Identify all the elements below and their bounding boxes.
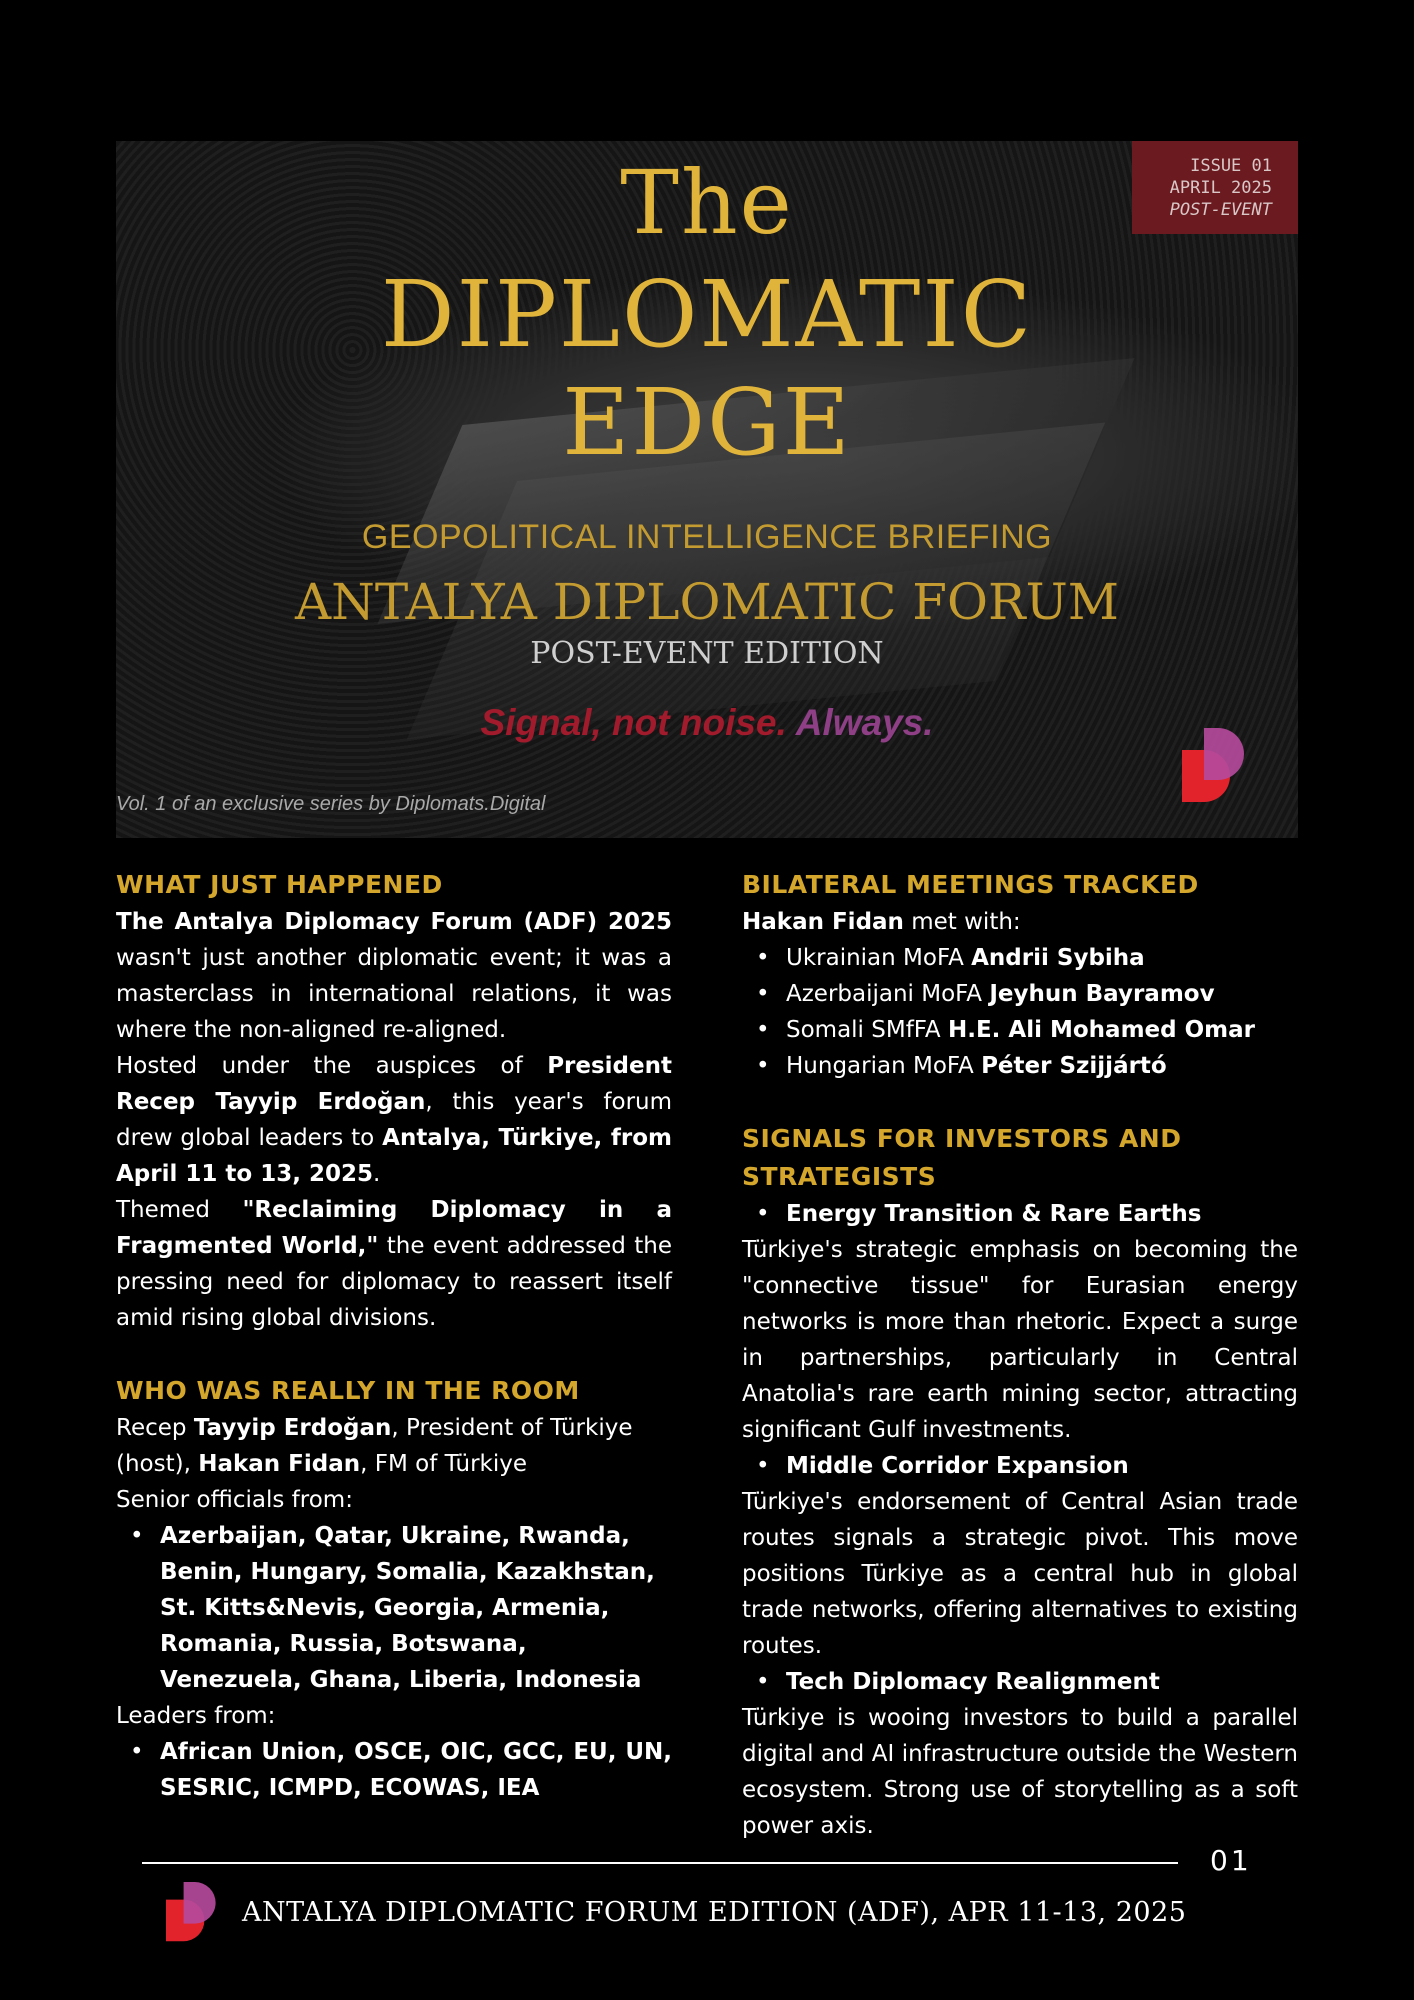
senior-officials-label: Senior officials from:: [116, 1487, 353, 1513]
forum-title: ANTALYA DIPLOMATIC FORUM: [295, 573, 1119, 631]
issue-date: APRIL 2025: [1169, 178, 1272, 198]
bilateral-fidan: Hakan Fidan: [742, 909, 904, 935]
masthead-edge: EDGE: [562, 369, 852, 476]
heading-bilateral-meetings: BILATERAL MEETINGS TRACKED: [742, 870, 1199, 899]
meeting-name: H.E. Ali Mohamed Omar: [947, 1017, 1255, 1043]
leaders-orgs: African Union, OSCE, OIC, GCC, EU, UN, SESRIC, ICMPD, ECOWAS, IEA: [160, 1739, 672, 1801]
list-item: [786, 1196, 1298, 1232]
meeting-name: Andrii Sybiha: [971, 945, 1145, 971]
signal-title: Energy Transition & Rare Earths: [786, 1201, 1202, 1227]
meeting-name: Péter Szijjártó: [981, 1053, 1167, 1079]
list-item: [160, 1734, 672, 1806]
list-item: [786, 940, 1298, 976]
signal-body: Türkiye's endorsement of Central Asian trade routes signals a strategic pivot. This move positions Türkiye as a central hub in global trade networks, offering alternatives to existing routes.: [742, 1489, 1298, 1659]
meeting-role: Hungarian MoFA: [786, 1053, 982, 1079]
issue-type: POST-EVENT: [1169, 200, 1272, 220]
issue-number: ISSUE 01: [1190, 156, 1272, 176]
signal-title: Middle Corridor Expansion: [786, 1453, 1129, 1479]
diplomats-digital-logo-icon: [1182, 728, 1252, 808]
edition-label: POST-EVENT EDITION: [530, 636, 884, 671]
heading-who-was-in-room: WHO WAS REALLY IN THE ROOM: [116, 1376, 580, 1405]
right-column: [742, 866, 1298, 1844]
bilateral-list: [742, 940, 1298, 1084]
list-item: [786, 1012, 1298, 1048]
who-fidan: Hakan Fidan: [198, 1451, 361, 1477]
p3-a: Themed: [116, 1197, 243, 1223]
p3-c: the event addressed the pressing need for diplomacy to reassert itself amid rising global divisions.: [116, 1233, 672, 1331]
meeting-role: Azerbaijani MoFA: [786, 981, 990, 1007]
p1-text: wasn't just another diplomatic event; it was a masterclass in international relations, it was where the non-aligned re-aligned.: [116, 945, 672, 1043]
who-c: , President of Türkiye (host),: [116, 1415, 633, 1477]
p2-a: Hosted under the auspices of: [116, 1053, 548, 1079]
list-item: [786, 1448, 1298, 1484]
what-happened-p2: [116, 1048, 672, 1192]
adf-2025: The Antalya Diplomacy Forum (ADF) 2025: [116, 909, 672, 935]
leaders-label: Leaders from:: [116, 1703, 276, 1729]
p2-president: President Recep Tayyip Erdoğan: [116, 1053, 672, 1115]
tagline-part-1: Signal, not noise.: [480, 702, 787, 743]
hero-banner: [116, 141, 1298, 838]
signals-list-1: [742, 1196, 1298, 1232]
meeting-role: Somali SMfFA: [786, 1017, 948, 1043]
left-column: [116, 866, 672, 1806]
masthead-the: The: [620, 151, 794, 254]
who-a: Recep: [116, 1415, 194, 1441]
heading-signals: SIGNALS FOR INVESTORS AND STRATEGISTS: [742, 1124, 1182, 1191]
list-item: [160, 1518, 672, 1698]
list-item: [786, 1664, 1298, 1700]
who-host-line: [116, 1410, 672, 1482]
footer-edition-text: ANTALYA DIPLOMATIC FORUM EDITION (ADF), APR 11-13, 2025: [242, 1897, 1187, 1928]
tagline-part-2: Always.: [795, 702, 934, 743]
p2-e: .: [372, 1161, 381, 1187]
signal-body: Türkiye's strategic emphasis on becoming the "connective tissue" for Eurasian energy networks is more than rhetoric. Expect a surge in partnerships, particularly in Central Anatolia's rare earth mining sector, attracting significant Gulf investments.: [742, 1237, 1298, 1443]
series-note: Vol. 1 of an exclusive series by Diplomats.Digital: [116, 793, 546, 815]
p3-theme: "Reclaiming Diplomacy in a Fragmented World,": [116, 1197, 672, 1259]
masthead-diplomatic: DIPLOMATIC: [380, 261, 1034, 368]
who-erdogan: Tayyip Erdoğan: [193, 1415, 392, 1441]
meeting-name: Jeyhun Bayramov: [989, 981, 1215, 1007]
tagline: [116, 702, 1298, 744]
p2-c: , this year's forum drew global leaders to: [116, 1089, 673, 1151]
signal-body: Türkiye is wooing investors to build a parallel digital and AI infrastructure outside the Western ecosystem. Strong use of storytelling as a soft power axis.: [742, 1705, 1298, 1839]
what-happened-p3: [116, 1192, 672, 1336]
signals-list-3: [742, 1664, 1298, 1700]
what-happened-p1: [116, 904, 672, 1048]
diplomats-digital-logo-icon: [166, 1882, 222, 1946]
subtitle: GEOPOLITICAL INTELLIGENCE BRIEFING: [361, 518, 1053, 556]
signals-list-2: [742, 1448, 1298, 1484]
page-number: 01: [1210, 1844, 1252, 1877]
list-item: [786, 1048, 1298, 1084]
bilateral-intro: [742, 904, 1298, 940]
leaders-list: [116, 1734, 672, 1806]
heading-what-just-happened: WHAT JUST HAPPENED: [116, 870, 443, 899]
senior-countries: Azerbaijan, Qatar, Ukraine, Rwanda, Benin, Hungary, Somalia, Kazakhstan, St. Kitts&Nevis, Georgia, Armenia, Romania, Russia, Botswana, Venezuela, Ghana, Liberia, Indonesia: [160, 1523, 655, 1693]
footer-divider: [142, 1862, 1178, 1864]
signal-title: Tech Diplomacy Realignment: [786, 1669, 1160, 1695]
bilateral-intro-rest: met with:: [903, 909, 1021, 935]
meeting-role: Ukrainian MoFA: [786, 945, 972, 971]
list-item: [786, 976, 1298, 1012]
p2-location-dates: Antalya, Türkiye, from April 11 to 13, 2025: [116, 1125, 672, 1187]
who-e: , FM of Türkiye: [360, 1451, 528, 1477]
senior-officials-list: [116, 1518, 672, 1698]
